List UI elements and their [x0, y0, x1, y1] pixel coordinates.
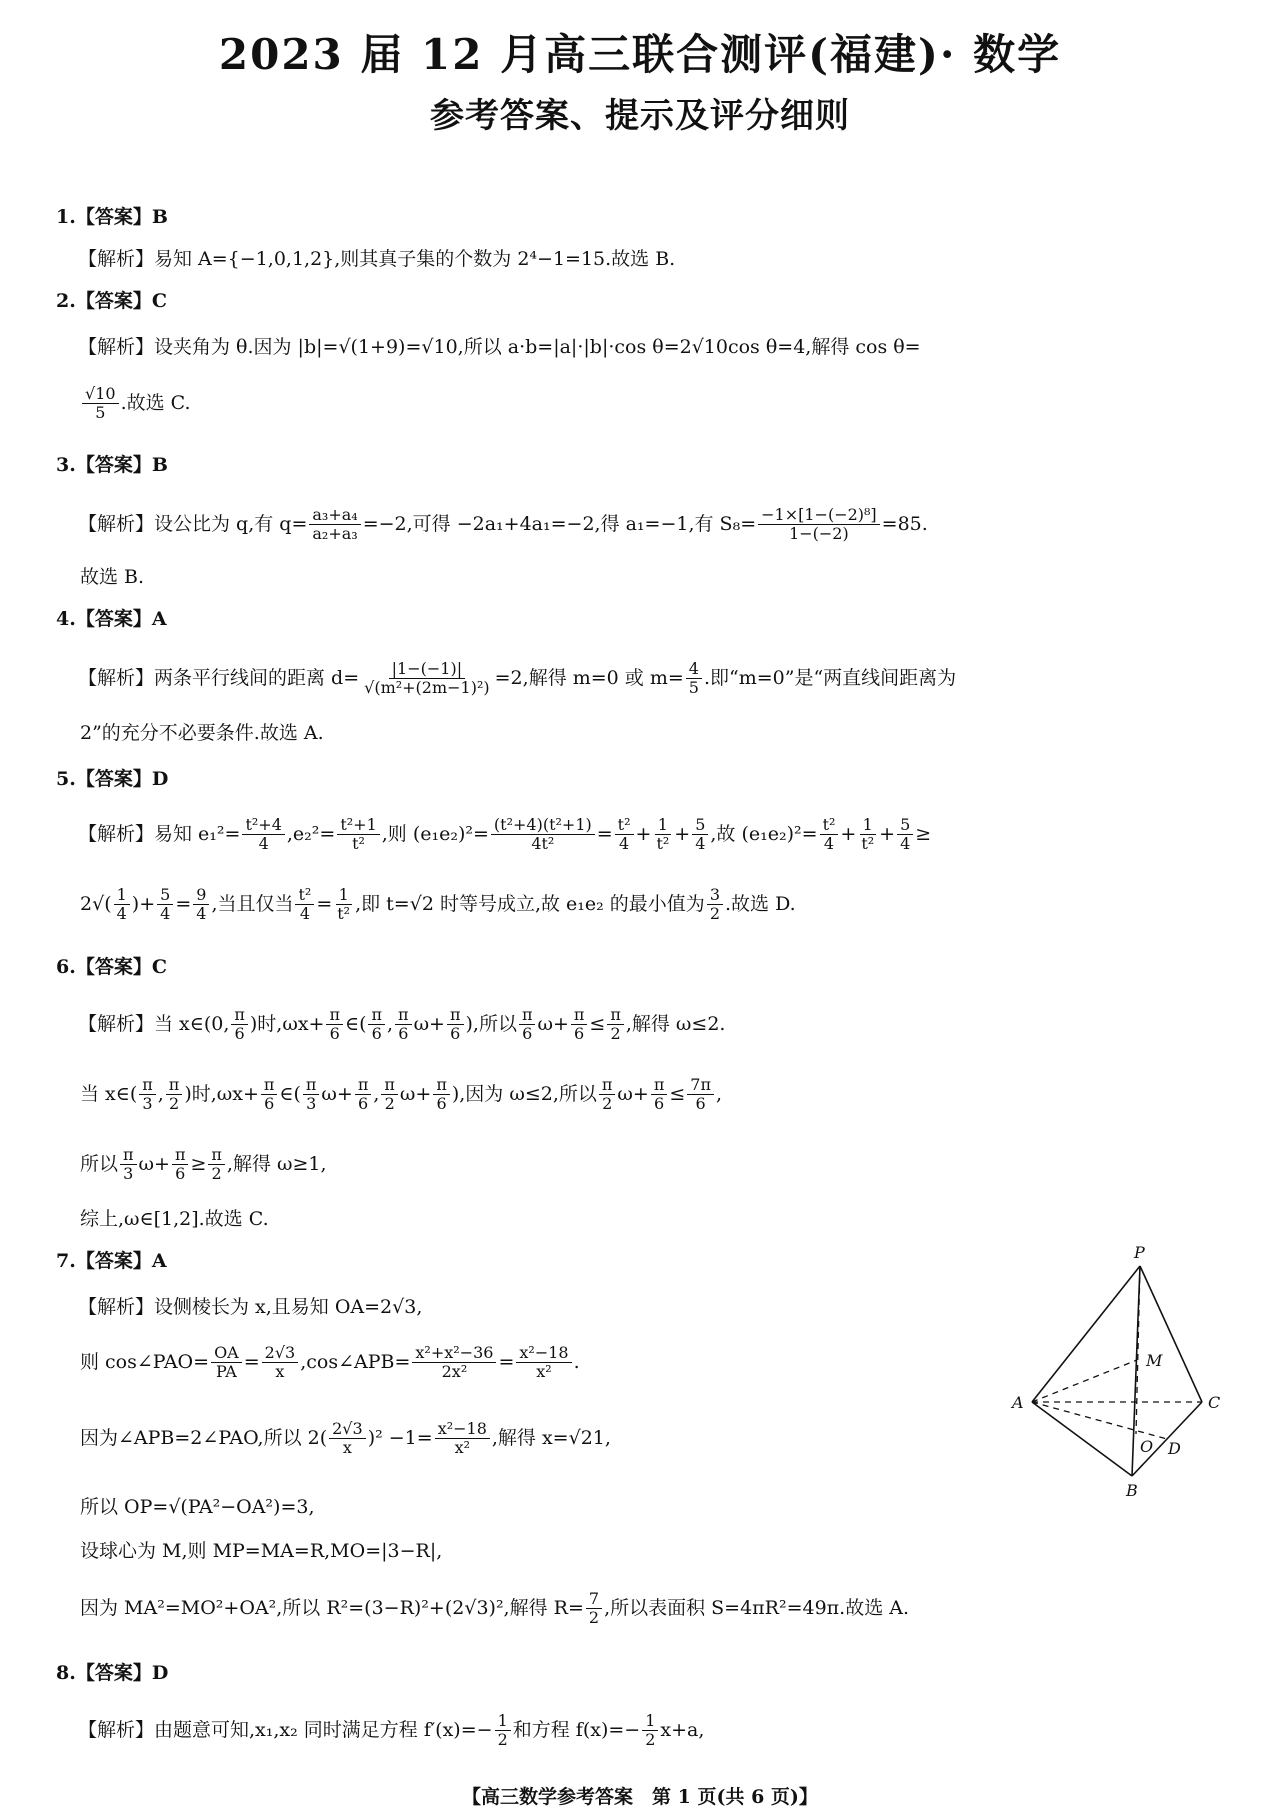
fraction-numerator: 5 [157, 886, 173, 905]
q7-analysis-line1: 【解析】设侧棱长为 x,且易知 OA=2√3, [78, 1296, 423, 1318]
q4-analysis-cont: 2”的充分不必要条件.故选 A. [80, 722, 324, 744]
fraction-numerator: 1 [860, 816, 876, 835]
fraction-numerator: π [651, 1076, 668, 1095]
math-text: ω+ [413, 1012, 445, 1035]
q7-analysis-line4: 所以 OP=√(PA²−OA²)=3, [80, 1496, 315, 1518]
math-text: 【解析】由题意可知,x₁,x₂ 同时满足方程 f′(x)=− [78, 1718, 493, 1741]
fraction [707, 886, 723, 924]
fraction-numerator: (t²+4)(t²+1) [491, 816, 595, 835]
fraction-numerator: t² [295, 886, 314, 905]
fraction [519, 1006, 536, 1044]
math-text: ,则 (e₁e₂)²= [381, 822, 489, 845]
fraction [599, 1076, 616, 1114]
fraction-numerator: π [447, 1006, 464, 1025]
math-text: ω+ [399, 1082, 432, 1105]
math-text: 因为 MA²=MO²+OA²,所以 R²=(3−R)²+(2√3)²,解得 R= [80, 1596, 584, 1619]
q2-analysis: 【解析】设夹角为 θ.因为 |b|=√(1+9)=√10,所以 a·b=|a|·|b|·cos θ=2√10cos θ=4,解得 cos θ= [78, 336, 921, 358]
q6-answer: 6.【答案】C [56, 956, 167, 978]
fraction-numerator: 5 [897, 816, 913, 835]
math-text: ,解得 ω≤2. [625, 1012, 726, 1035]
math-text: ,cos∠APB= [300, 1350, 411, 1373]
math-text: x+a, [660, 1718, 705, 1741]
fraction-denominator: 6 [358, 1094, 369, 1114]
math-text: = [316, 892, 333, 915]
fraction [433, 1076, 450, 1114]
math-text: ,即 t=√2 时等号成立,故 e₁e₂ 的最小值为 [355, 892, 705, 915]
q8-analysis-line1 [78, 1712, 704, 1750]
fraction-denominator: t² [656, 834, 670, 854]
fraction-denominator: 2 [384, 1094, 395, 1114]
math-text: ≤ [589, 1012, 606, 1035]
fraction [447, 1006, 464, 1044]
fraction [586, 1590, 602, 1628]
fraction-denominator: 6 [175, 1164, 186, 1184]
fraction-numerator: 1 [495, 1712, 511, 1731]
page-title: 2023 届 12 月高三联合测评(福建)· 数学 [218, 30, 1062, 79]
page-footer: 【高三数学参考答案 第 1 页(共 6 页)】 [462, 1786, 818, 1808]
fraction-numerator: 2√3 [262, 1344, 299, 1363]
fraction-numerator: π [120, 1146, 137, 1165]
fraction-denominator: 4 [619, 834, 630, 854]
fraction-denominator: 4 [823, 834, 835, 854]
q4-analysis: 【解析】两条平行线间的距离 d= $\frac{|1-(-1)|}{\text{√(m²+(2m−1)²)}}$ =2,解得 m=0 或 m= $\frac{4}{5}$ .即“m=0”是“两直线间距离为 [78, 659, 957, 698]
math-text: 和方程 f(x)=− [512, 1718, 641, 1741]
math-text: )+ [131, 892, 156, 915]
fraction [157, 886, 173, 924]
fraction [495, 1712, 511, 1750]
fraction-denominator: 3 [142, 1094, 153, 1114]
math-text: .故选 D. [725, 892, 796, 915]
fraction-numerator: π [519, 1006, 536, 1025]
fraction-numerator: x²−18 [516, 1344, 571, 1363]
math-text: + [635, 822, 652, 845]
fraction-denominator: 6 [695, 1094, 706, 1114]
math-text: 2√( [80, 892, 112, 915]
fraction [381, 1076, 398, 1114]
fraction [651, 1076, 668, 1114]
fraction [687, 1076, 714, 1114]
fraction [412, 1344, 496, 1382]
fraction-numerator: x²−18 [435, 1420, 490, 1439]
fraction [642, 1712, 658, 1750]
fraction [571, 1006, 588, 1044]
fraction-numerator: π [395, 1006, 412, 1025]
fraction-numerator: 1 [114, 886, 130, 905]
q6-analysis-line1 [78, 1006, 725, 1044]
fraction [262, 1344, 299, 1382]
fraction [337, 816, 379, 854]
fraction [120, 1146, 137, 1184]
q4-answer: 4.【答案】A [56, 608, 167, 630]
fraction-denominator: 4 [160, 904, 171, 924]
math-text: )时,ωx+ [184, 1082, 259, 1105]
fraction-numerator: π [326, 1006, 343, 1025]
fraction [326, 1006, 343, 1044]
fraction-numerator: 3 [707, 886, 723, 905]
q7-analysis-line5: 设球心为 M,则 MP=MA=R,MO=|3−R|, [80, 1540, 443, 1562]
fraction-denominator: 6 [264, 1094, 275, 1114]
label-a: A [1012, 1393, 1024, 1412]
q7-analysis-line2 [80, 1344, 580, 1382]
fraction-numerator: π [368, 1006, 385, 1025]
q7-analysis-line3 [80, 1420, 611, 1458]
math-text: . [573, 1350, 580, 1373]
q3-analysis: 【解析】设公比为 q,有 q= $\frac{\text{a₃+a₄}}{\text{a₂+a₃}}$ =−2,可得 −2a₁+4a₁=−2,得 a₁=−1,有 S₈= $\frac{\text{−1×[1−(−2)⁸]}}{1-(-2)}$ =85. [78, 505, 928, 544]
fraction-numerator: π [433, 1076, 450, 1095]
fraction-numerator: 2√3 [329, 1420, 366, 1439]
label-m: M [1146, 1351, 1163, 1370]
q5-analysis-line1 [78, 816, 931, 854]
q2-fraction: $\frac{√10}{5}$ [82, 385, 119, 423]
math-text: 当 x∈( [80, 1082, 138, 1105]
math-text: ,当且仅当 [211, 892, 294, 915]
math-text: 【解析】当 x∈(0, [78, 1012, 230, 1035]
fraction-denominator: x² [454, 1438, 470, 1458]
math-text: , [157, 1082, 164, 1105]
math-text: = [498, 1350, 515, 1373]
q7-analysis-line6 [80, 1590, 909, 1628]
q1-answer: 1.【答案】B [56, 206, 168, 228]
fraction-numerator: 7 [586, 1590, 602, 1609]
math-text: ),所以 [465, 1012, 517, 1035]
fraction-numerator: π [166, 1076, 183, 1095]
q6-analysis-line4: 综上,ω∈[1,2].故选 C. [80, 1208, 269, 1230]
math-text: + [840, 822, 857, 845]
fraction-numerator: x²+x²−36 [412, 1344, 496, 1363]
fraction-denominator: t² [861, 834, 875, 854]
fraction-numerator: t² [615, 816, 634, 835]
fraction-denominator: 2 [709, 904, 720, 924]
fraction [653, 816, 672, 854]
math-text: ∈( [345, 1012, 367, 1035]
label-b: B [1126, 1481, 1138, 1500]
q6-analysis-line2 [80, 1076, 722, 1114]
fraction-numerator: π [381, 1076, 398, 1095]
q3-analysis-cont: 故选 B. [80, 566, 145, 588]
label-d: D [1168, 1439, 1181, 1458]
math-text: 所以 [80, 1152, 119, 1175]
label-p: P [1134, 1243, 1145, 1262]
fraction [368, 1006, 385, 1044]
fraction-denominator: 2 [497, 1730, 508, 1750]
math-text: )² −1= [367, 1426, 433, 1449]
q2-analysis-cont: $\frac{√10}{5}$ .故选 C. [80, 385, 191, 423]
fraction-denominator: 4 [258, 834, 269, 854]
fraction [242, 816, 284, 854]
fraction-denominator: 3 [306, 1094, 317, 1114]
fraction-numerator: π [208, 1146, 225, 1165]
fraction-numerator: t²+1 [337, 816, 379, 835]
q5-answer: 5.【答案】D [56, 768, 169, 790]
fraction-denominator: x² [536, 1362, 552, 1382]
fraction-denominator: 6 [398, 1024, 409, 1044]
fraction [172, 1146, 189, 1184]
fraction-numerator: π [607, 1006, 624, 1025]
fraction [395, 1006, 412, 1044]
fraction-numerator: π [303, 1076, 320, 1095]
fraction [435, 1420, 490, 1458]
math-text: + [879, 822, 896, 845]
math-text: , [387, 1012, 394, 1035]
math-text: ,故 (e₁e₂)²= [710, 822, 818, 845]
fraction [114, 886, 130, 924]
fraction-denominator: t² [337, 904, 351, 924]
label-o: O [1140, 1437, 1154, 1456]
fraction [193, 886, 209, 924]
fraction-denominator: PA [215, 1362, 237, 1382]
fraction [329, 1420, 366, 1458]
fraction-denominator: 2 [168, 1094, 180, 1114]
math-text: ω+ [617, 1082, 649, 1105]
fraction-denominator: 2 [645, 1730, 656, 1750]
fraction [820, 816, 839, 854]
fraction-denominator: 4 [299, 904, 310, 924]
fraction [607, 1006, 624, 1044]
fraction [231, 1006, 248, 1044]
math-text: , [715, 1082, 723, 1105]
pyramid-diagram [1000, 1240, 1240, 1500]
math-text: = [596, 822, 613, 845]
fraction [166, 1076, 183, 1114]
fraction-numerator: π [139, 1076, 156, 1095]
fraction-denominator: 6 [450, 1024, 461, 1044]
fraction-denominator: 4 [900, 834, 911, 854]
fraction-denominator: 6 [436, 1094, 447, 1114]
fraction-denominator: 2 [602, 1094, 613, 1114]
math-text: 因为∠APB=2∠PAO,所以 2( [80, 1426, 328, 1449]
fraction-denominator: 2 [211, 1164, 222, 1184]
math-text: = [175, 892, 192, 915]
fraction-numerator: π [599, 1076, 616, 1095]
fraction-denominator: 6 [234, 1024, 245, 1044]
math-text: ω+ [321, 1082, 353, 1105]
fraction-denominator: 3 [123, 1164, 134, 1184]
fraction [139, 1076, 156, 1114]
q6-analysis-line3 [80, 1146, 327, 1184]
math-text: ,所以表面积 S=4πR²=49π.故选 A. [604, 1596, 909, 1619]
fraction [692, 816, 708, 854]
math-text: + [674, 822, 691, 845]
edge-pc [1140, 1266, 1202, 1402]
fraction [211, 1344, 242, 1382]
fraction-denominator: 6 [371, 1024, 382, 1044]
math-text: ≤ [669, 1082, 686, 1105]
math-text: ≥ [915, 822, 932, 845]
math-text: ∈( [279, 1082, 301, 1105]
fraction-numerator: 7π [687, 1076, 714, 1095]
fraction [261, 1076, 278, 1114]
fraction-denominator: 6 [574, 1024, 585, 1044]
fraction-denominator: 6 [522, 1024, 533, 1044]
fraction [334, 886, 353, 924]
fraction-numerator: 1 [655, 816, 671, 835]
math-text: , [373, 1082, 380, 1105]
label-c: C [1208, 1393, 1221, 1412]
q1-analysis: 【解析】易知 A={−1,0,1,2},则其真子集的个数为 2⁴−1=15.故选 B. [78, 248, 676, 270]
fraction-denominator: x [275, 1362, 285, 1382]
fraction-numerator: 1 [642, 1712, 658, 1731]
fraction [615, 816, 634, 854]
fraction-numerator: π [231, 1006, 248, 1025]
fraction-denominator: 4 [695, 834, 706, 854]
math-text: 则 cos∠PAO= [80, 1350, 210, 1373]
fraction-numerator: 5 [692, 816, 708, 835]
math-text: )时,ωx+ [249, 1012, 325, 1035]
fraction-denominator: t² [352, 834, 365, 854]
fraction-numerator: π [355, 1076, 372, 1095]
fraction [208, 1146, 225, 1184]
math-text: ,解得 ω≥1, [226, 1152, 327, 1175]
math-text: ω+ [138, 1152, 170, 1175]
fraction [355, 1076, 372, 1114]
fraction [491, 816, 595, 854]
median-ad [1032, 1402, 1167, 1439]
fraction-denominator: 4t² [531, 834, 555, 854]
fraction [516, 1344, 571, 1382]
fraction-denominator: 6 [654, 1094, 665, 1114]
fraction-denominator: 6 [329, 1024, 340, 1044]
fraction [897, 816, 913, 854]
fraction [858, 816, 877, 854]
fraction-numerator: 9 [193, 886, 209, 905]
fraction [295, 886, 314, 924]
fraction [303, 1076, 320, 1114]
math-text: ,e₂²= [286, 822, 336, 845]
q8-answer: 8.【答案】D [56, 1662, 169, 1684]
fraction-numerator: OA [211, 1344, 242, 1363]
page-subtitle: 参考答案、提示及评分细则 [430, 96, 850, 136]
fraction-numerator: π [571, 1006, 588, 1025]
fraction-numerator: t²+4 [242, 816, 284, 835]
math-text: = [243, 1350, 260, 1373]
fraction-numerator: π [261, 1076, 278, 1095]
fraction-numerator: π [172, 1146, 189, 1165]
math-text: 【解析】易知 e₁²= [78, 822, 241, 845]
fraction-numerator: 1 [336, 886, 352, 905]
fraction-denominator: x [342, 1438, 352, 1458]
math-text: ω+ [537, 1012, 569, 1035]
fraction-denominator: 2x² [441, 1362, 468, 1382]
math-text: ≥ [190, 1152, 207, 1175]
fraction-denominator: 2 [610, 1024, 621, 1044]
q7-answer: 7.【答案】A [56, 1250, 167, 1272]
fraction-denominator: 4 [196, 904, 207, 924]
q3-answer: 3.【答案】B [56, 454, 168, 476]
fraction-numerator: t² [820, 816, 839, 835]
math-text: ),因为 ω≤2,所以 [451, 1082, 597, 1105]
q5-analysis-line2 [80, 886, 796, 924]
edge-ab [1032, 1402, 1132, 1476]
q2-answer: 2.【答案】C [56, 290, 167, 312]
math-text: ,解得 x=√21, [491, 1426, 611, 1449]
fraction-denominator: 4 [116, 904, 127, 924]
fraction-denominator: 2 [588, 1608, 600, 1628]
edge-pb [1132, 1266, 1140, 1476]
edge-pa [1032, 1266, 1140, 1402]
